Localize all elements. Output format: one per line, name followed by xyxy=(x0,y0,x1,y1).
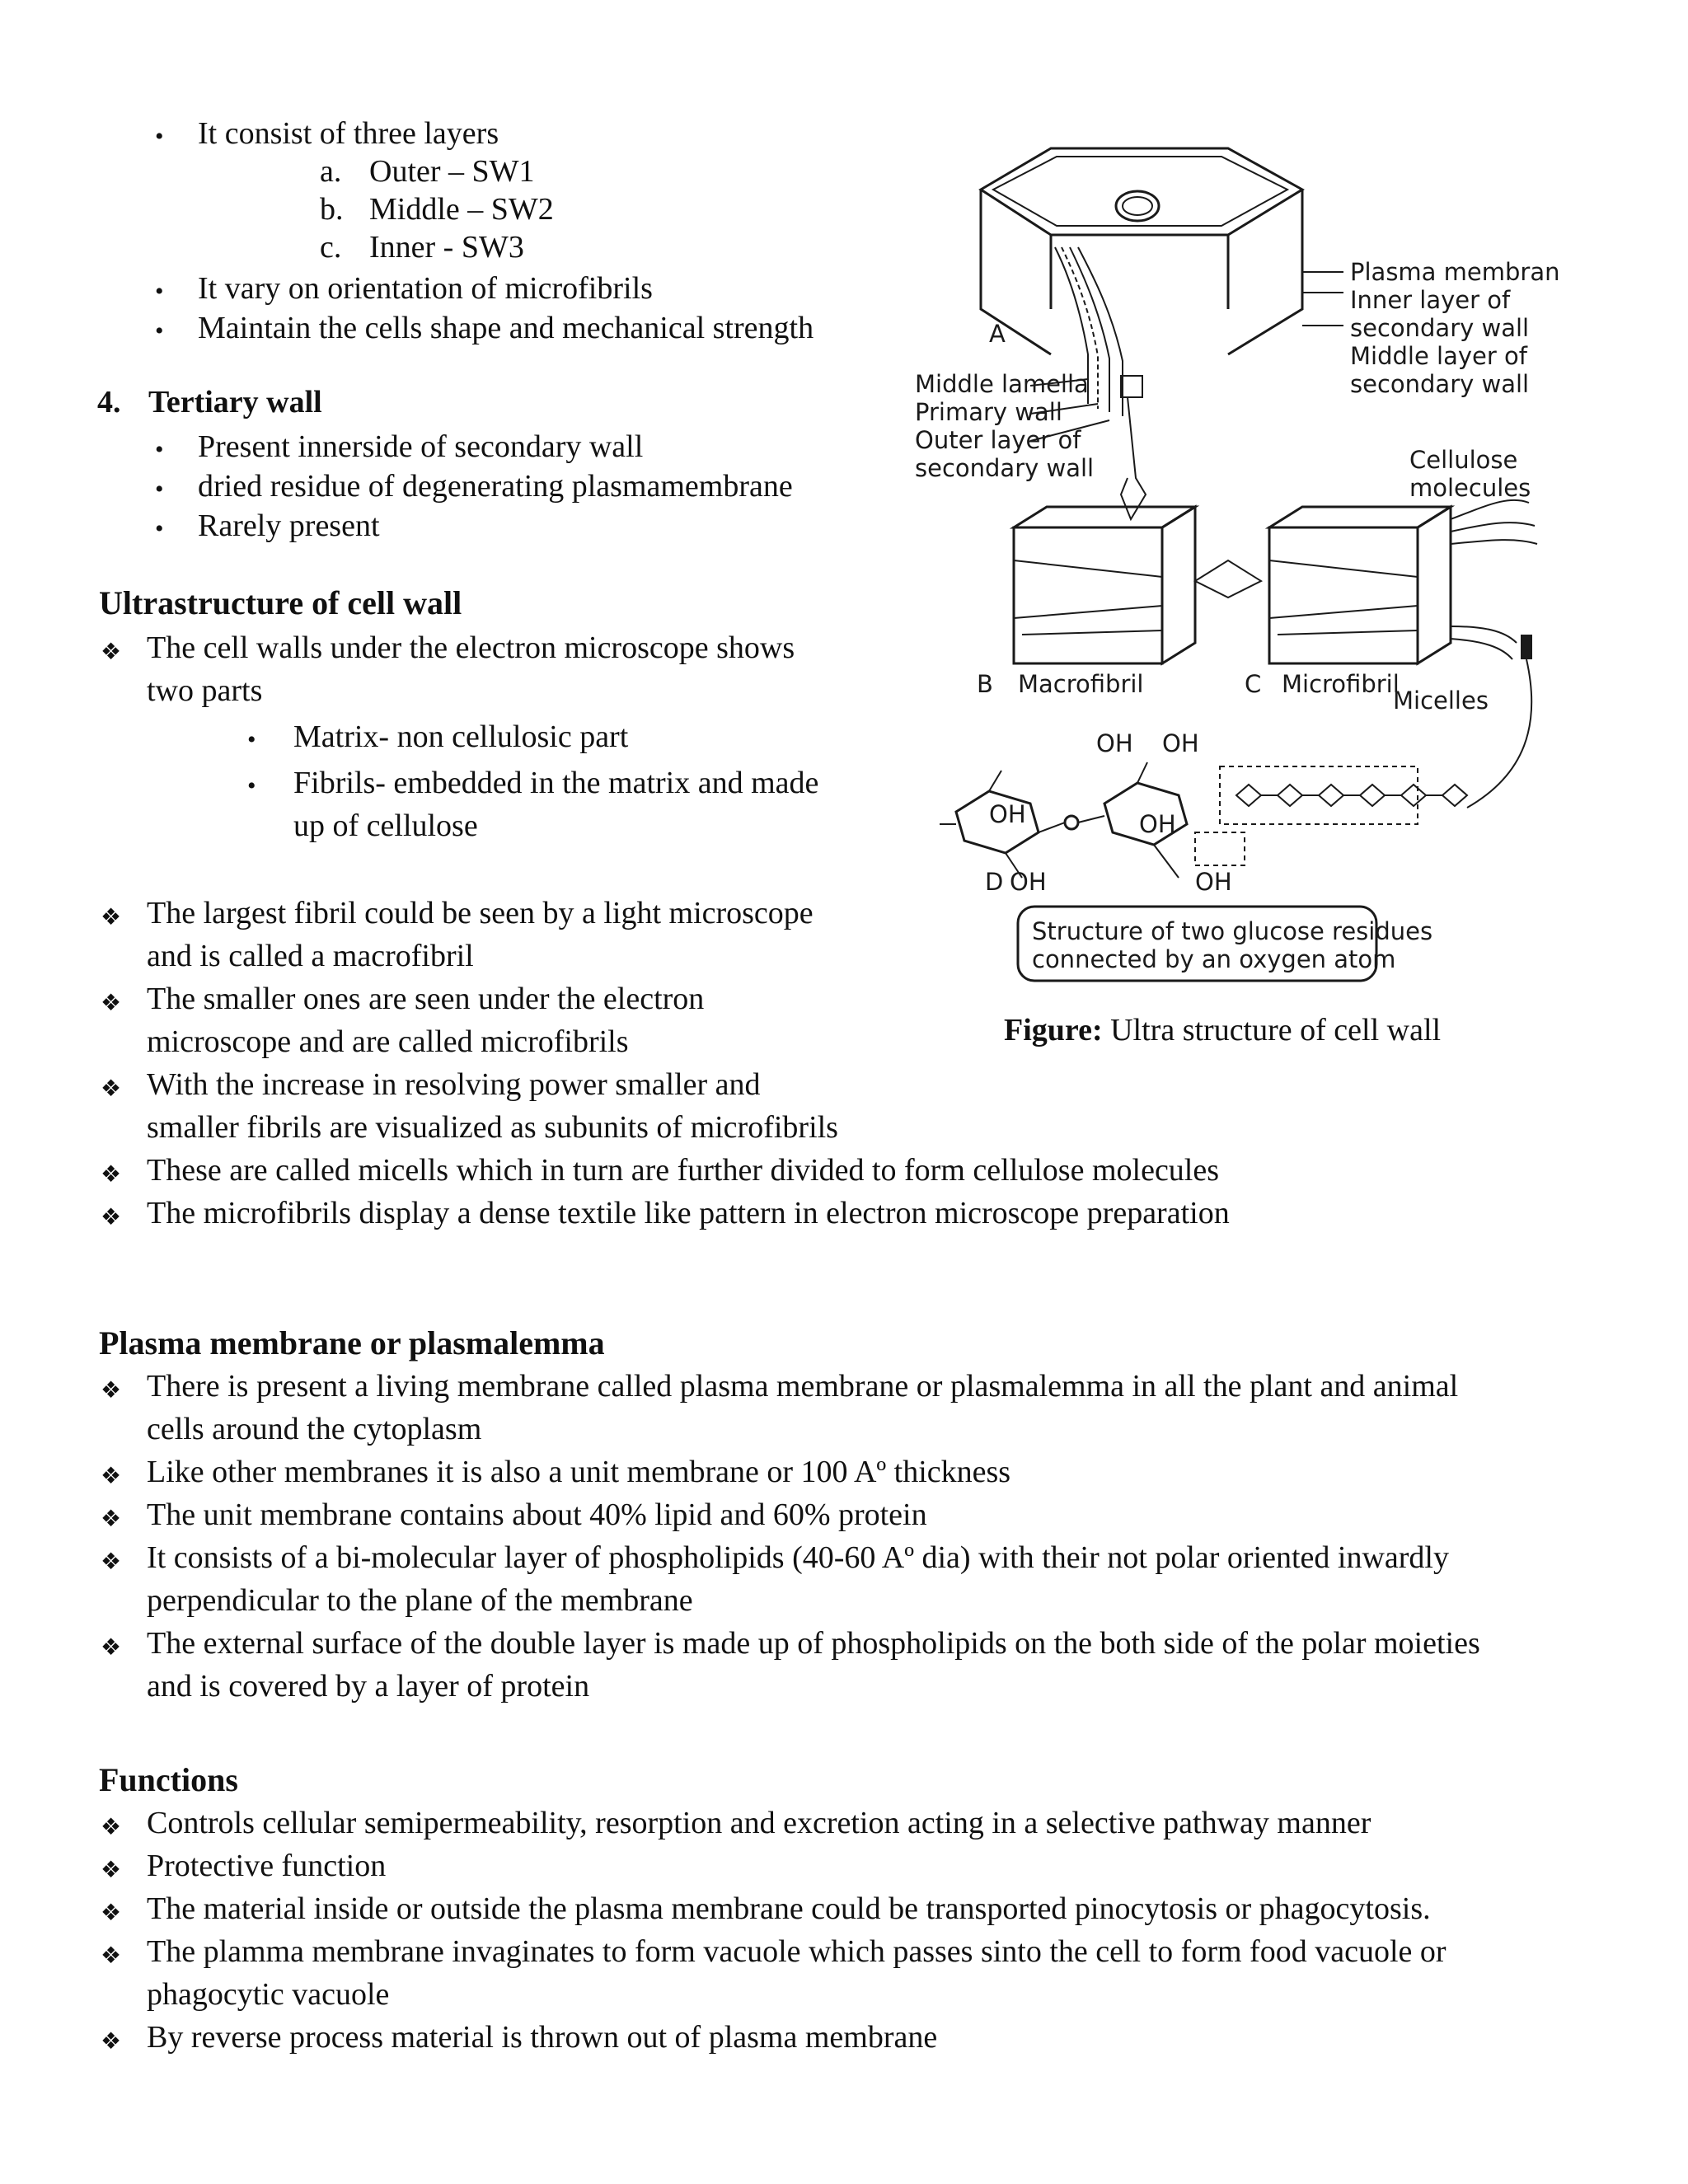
label-oh: OH xyxy=(1195,868,1232,896)
label-d: D xyxy=(985,868,1004,896)
label-cellulose-1: Cellulose xyxy=(1409,446,1518,474)
paragraph-line: The smaller ones are seen under the electron xyxy=(147,982,705,1016)
layer-marker: c. xyxy=(320,230,342,265)
layer-text: Outer – SW1 xyxy=(369,154,535,189)
label-oh: OH xyxy=(1010,868,1047,896)
diamond-bullet: ❖ xyxy=(101,1943,122,1969)
section-heading: Plasma membrane or plasmalemma xyxy=(99,1324,605,1361)
bullet: • xyxy=(155,476,164,503)
figure-caption-label: Figure: xyxy=(1004,1013,1103,1047)
paragraph-line: and is called a macrofibril xyxy=(147,939,474,973)
paragraph-line: The external surface of the double layer is made up of phospholipids on the both side of the polar moieties xyxy=(147,1626,1480,1661)
label-micelles: Micelles xyxy=(1393,687,1489,715)
diamond-bullet: ❖ xyxy=(101,905,122,930)
diamond-bullet: ❖ xyxy=(101,1900,122,1926)
label-oh: OH xyxy=(1096,729,1133,757)
list-item: It vary on orientation of microfibrils xyxy=(198,271,653,306)
paragraph-line: perpendicular to the plane of the membrane xyxy=(147,1583,693,1618)
paragraph-line: and is covered by a layer of protein xyxy=(147,1669,590,1704)
list-item: Present innerside of secondary wall xyxy=(198,429,644,464)
list-item: Maintain the cells shape and mechanical strength xyxy=(198,311,814,345)
label-microfibril: Microfibril xyxy=(1282,670,1400,698)
label-oh: OH xyxy=(1139,810,1176,838)
paragraph-line: The unit membrane contains about 40% lipid and 60% protein xyxy=(147,1497,927,1532)
list-item: up of cellulose xyxy=(293,808,478,843)
diamond-bullet: ❖ xyxy=(101,1858,122,1883)
microfibril-front xyxy=(1269,527,1418,663)
layer-text: Middle – SW2 xyxy=(369,192,554,227)
microfibril-side xyxy=(1418,507,1451,663)
label-plasma-membrane: Plasma membrane xyxy=(1350,258,1558,286)
paragraph-line: Protective function xyxy=(147,1849,387,1883)
paragraph-line: The largest fibril could be seen by a light microscope xyxy=(147,896,814,930)
paragraph-line: cells around the cytoplasm xyxy=(147,1412,482,1446)
label-middle-layer-2: secondary wall xyxy=(1350,370,1530,398)
paragraph-line: It consists of a bi-molecular layer of phospholipids (40-60 Aº dia) with their not polar oriented inwardly xyxy=(147,1540,1449,1575)
bullet: • xyxy=(247,772,256,799)
paragraph-line: The plamma membrane invaginates to form vacuole which passes sinto the cell to form food vacuole or xyxy=(147,1934,1447,1969)
list-item: Rarely present xyxy=(198,509,380,543)
diamond-bullet: ❖ xyxy=(101,2029,122,2055)
label-cellulose-2: molecules xyxy=(1409,474,1531,502)
macrofibril-side xyxy=(1162,507,1195,663)
paragraph-line: There is present a living membrane called plasma membrane or plasmalemma in all the plant and animal xyxy=(147,1369,1459,1404)
section-heading: Functions xyxy=(99,1761,238,1798)
label-oh: OH xyxy=(989,800,1026,828)
cell-wall-diagram xyxy=(915,132,1558,997)
section-heading: Ultrastructure of cell wall xyxy=(99,584,462,621)
figure-caption-text: Ultra structure of cell wall xyxy=(1110,1013,1442,1047)
bullet: • xyxy=(247,726,256,753)
label-macrofibril: Macrofibril xyxy=(1018,670,1144,698)
cell-right-side xyxy=(1228,190,1302,354)
diamond-bullet: ❖ xyxy=(101,1635,122,1661)
diamond-bullet: ❖ xyxy=(101,991,122,1016)
paragraph-line: These are called micells which in turn are further divided to form cellulose molecules xyxy=(147,1153,1220,1188)
paragraph-line: Controls cellular semipermeability, resorption and excretion acting in a selective pathway manner xyxy=(147,1806,1372,1840)
paragraph-line: The cell walls under the electron microscope shows xyxy=(147,630,795,665)
paragraph-line: Like other membranes it is also a unit membrane or 100 Aº thickness xyxy=(147,1455,1011,1489)
paragraph-line: microscope and are called microfibrils xyxy=(147,1024,629,1059)
paragraph-line: By reverse process material is thrown out of plasma membrane xyxy=(147,2020,938,2055)
diamond-bullet: ❖ xyxy=(101,1549,122,1575)
label-inner-layer-1: Inner layer of xyxy=(1350,286,1511,314)
oxygen-bridge xyxy=(1065,816,1078,829)
diamond-bullet: ❖ xyxy=(101,1162,122,1188)
bullet: • xyxy=(155,123,164,150)
diamond-bullet: ❖ xyxy=(101,640,122,665)
list-item: dried residue of degenerating plasmamembrane xyxy=(198,469,793,504)
label-middle-lamella: Middle lamella xyxy=(915,370,1089,398)
layer-marker: a. xyxy=(320,154,342,189)
diamond-bullet: ❖ xyxy=(101,1815,122,1840)
section-title: Tertiary wall xyxy=(148,385,322,419)
list-item: Fibrils- embedded in the matrix and made xyxy=(293,766,819,800)
layer-marker: b. xyxy=(320,192,344,227)
bullet: • xyxy=(155,317,164,344)
diamond-bullet: ❖ xyxy=(101,1464,122,1489)
diamond-bullet: ❖ xyxy=(101,1076,122,1102)
macrofibril-front xyxy=(1014,527,1162,663)
paragraph-line: two parts xyxy=(147,673,263,708)
label-oh: OH xyxy=(1162,729,1199,757)
paragraph-line: With the increase in resolving power smaller and xyxy=(147,1067,761,1102)
cell-wall-figure xyxy=(915,132,1558,997)
diamond-bullet: ❖ xyxy=(101,1378,122,1404)
figure-caption xyxy=(1004,1009,1441,1052)
layers-intro: It consist of three layers xyxy=(198,116,499,151)
label-primary-wall: Primary wall xyxy=(915,398,1062,426)
label-outer-layer-2: secondary wall xyxy=(915,454,1095,482)
label-a: A xyxy=(989,320,1006,348)
bullet: • xyxy=(155,436,164,463)
bullet: • xyxy=(155,515,164,542)
bullet: • xyxy=(155,278,164,305)
diamond-bullet: ❖ xyxy=(101,1507,122,1532)
diamond-bullet: ❖ xyxy=(101,1205,122,1230)
label-outer-layer-1: Outer layer of xyxy=(915,426,1081,454)
section-number: 4. xyxy=(97,385,121,419)
paragraph-line: The microfibrils display a dense textile like pattern in electron microscope preparation xyxy=(147,1196,1230,1230)
list-item: Matrix- non cellulosic part xyxy=(293,719,629,754)
paragraph-line: phagocytic vacuole xyxy=(147,1977,390,2012)
label-c: C xyxy=(1245,670,1262,698)
label-middle-layer-1: Middle layer of xyxy=(1350,342,1527,370)
layer-text: Inner - SW3 xyxy=(369,230,524,265)
label-inner-layer-2: secondary wall xyxy=(1350,314,1530,342)
paragraph-line: The material inside or outside the plasma membrane could be transported pinocytosis or phagocytosis. xyxy=(147,1891,1431,1926)
label-b: B xyxy=(977,670,993,698)
label-glucose-2: connected by an oxygen atom xyxy=(1032,945,1396,973)
paragraph-line: smaller fibrils are visualized as subunits of microfibrils xyxy=(147,1110,838,1145)
label-glucose-1: Structure of two glucose residues xyxy=(1032,917,1433,945)
